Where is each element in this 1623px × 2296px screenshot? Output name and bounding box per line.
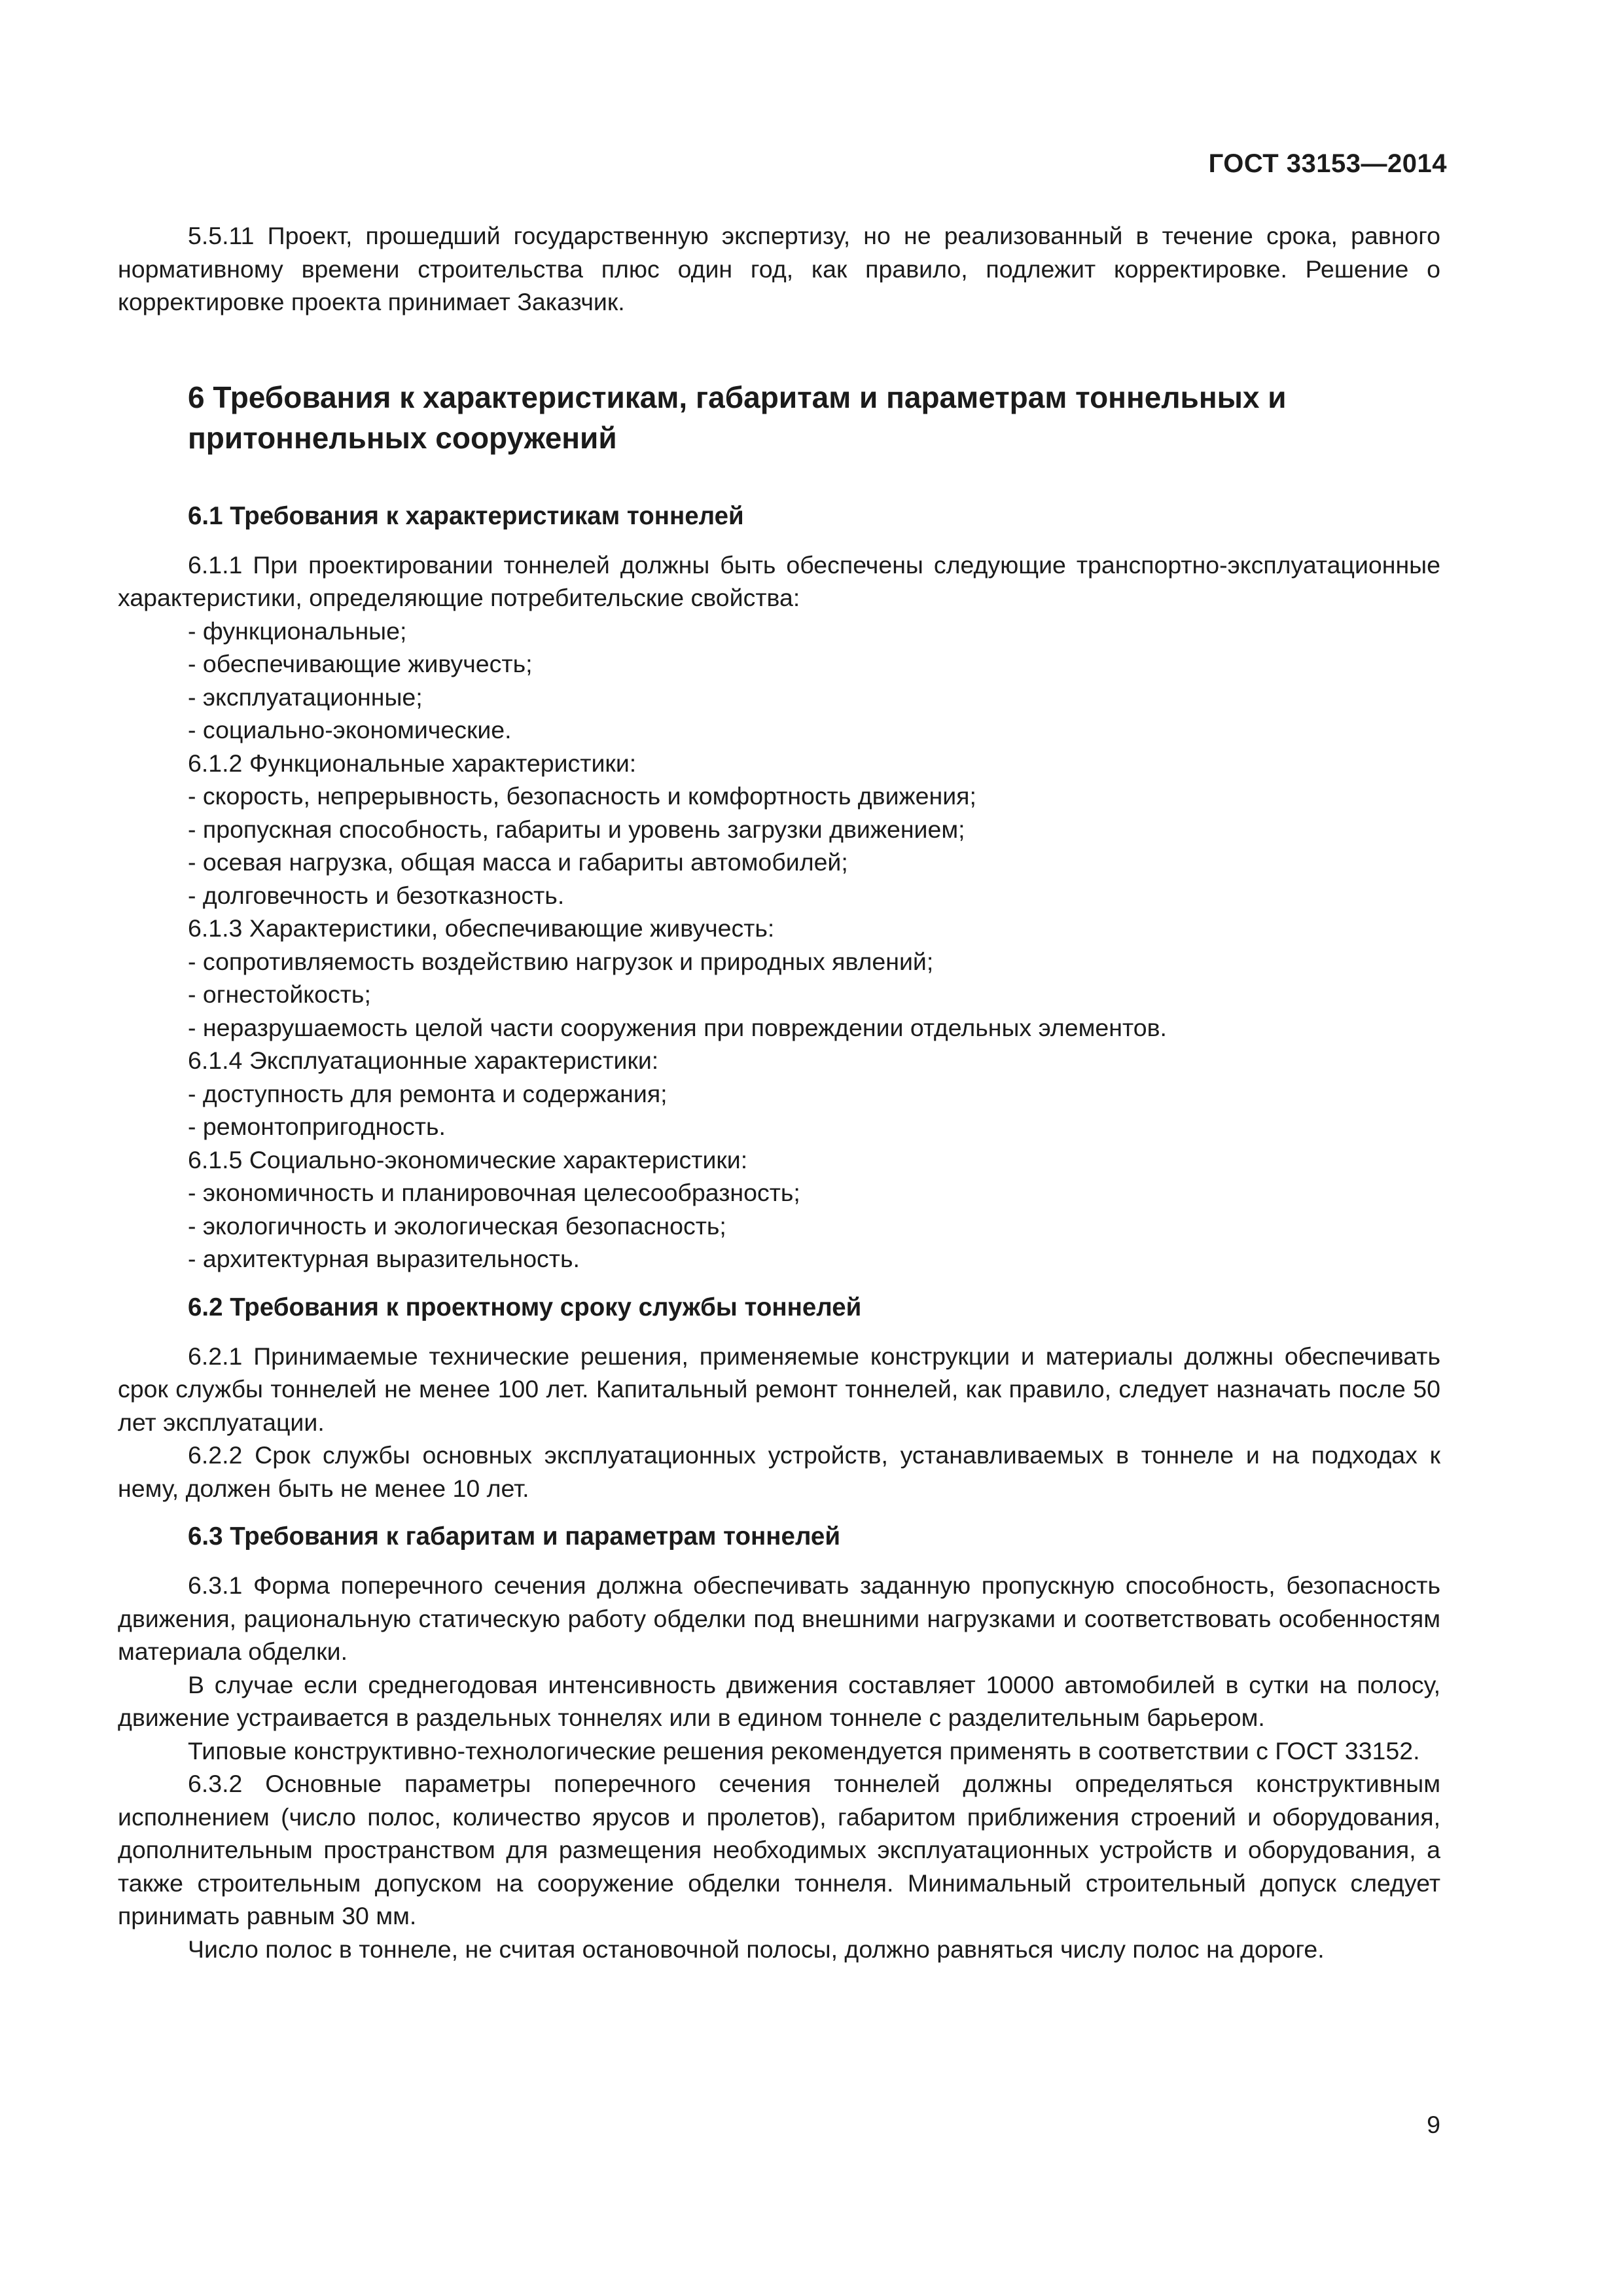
paragraph-lanes: Число полос в тоннеле, не считая остановочной полосы, должно равняться числу полос на дороге. bbox=[188, 1935, 1325, 1963]
page-number: 9 bbox=[1427, 2111, 1440, 2138]
list-item: - осевая нагрузка, общая масса и габариты автомобилей; bbox=[188, 848, 848, 876]
list-item: - скорость, непрерывность, безопасность и комфортность движения; bbox=[188, 782, 976, 810]
paragraph-6-1-3: 6.1.3 Характеристики, обеспечивающие живучесть: bbox=[188, 914, 775, 942]
section-6-1-heading: 6.1 Требования к характеристикам тоннелей bbox=[188, 501, 744, 530]
paragraph-6-2-2: 6.2.2 Срок службы основных эксплуатационных устройств, устанавливаемых в тоннеле и на подходах к нему, должен быть не менее 10 лет. bbox=[118, 1441, 1440, 1502]
paragraph-6-3-2: 6.3.2 Основные параметры поперечного сечения тоннелей должны определяться конструктивным исполнением (число полос, количество ярусов и пролетов), габаритом приближения строений и оборудования, дополнительным пространством для размещения необходимых эксплуатационных устройств и оборудования, а также строительным допуском на сооружение обделки тоннеля. Минимальный строительный допуск следует принимать равным 30 мм. bbox=[118, 1770, 1440, 1929]
paragraph-typical-solutions: Типовые конструктивно-технологические решения рекомендуется применять в соответствии с ГОСТ 33152. bbox=[188, 1736, 1420, 1765]
paragraph-6-1-4: 6.1.4 Эксплуатационные характеристики: bbox=[188, 1047, 659, 1074]
list-item: - социально-экономические. bbox=[188, 716, 512, 744]
list-item: - неразрушаемость целой части сооружения при повреждении отдельных элементов. bbox=[188, 1013, 1167, 1041]
document-body bbox=[118, 219, 1440, 1965]
paragraph-6-1-5: 6.1.5 Социально-экономические характеристики: bbox=[188, 1145, 748, 1174]
paragraph-5-5-11: 5.5.11 Проект, прошедший государственную экспертизу, но не реализованный в течение срока, равного нормативному времени строительства плюс один год, как правило, подлежит корректировке. Решение о корректировке проекта принимает Заказчик. bbox=[118, 222, 1440, 315]
list-item: - архитектурная выразительность. bbox=[188, 1245, 580, 1272]
section-6-3-heading: 6.3 Требования к габаритам и параметрам тоннелей bbox=[188, 1522, 840, 1551]
standard-code: ГОСТ 33153—2014 bbox=[1208, 149, 1447, 178]
list-item: - обеспечивающие живучесть; bbox=[188, 650, 533, 677]
list-item: - функциональные; bbox=[188, 617, 407, 645]
list-item: - доступность для ремонта и содержания; bbox=[188, 1079, 668, 1107]
paragraph-6-2-1: 6.2.1 Принимаемые технические решения, применяемые конструкции и материалы должны обеспечивать срок службы тоннелей не менее 100 лет. Капитальный ремонт тоннелей, как правило, следует назначать после 50 лет эксплуатации. bbox=[118, 1342, 1440, 1436]
paragraph-6-1-2: 6.1.2 Функциональные характеристики: bbox=[188, 749, 637, 777]
list-item: - огнестойкость; bbox=[188, 980, 371, 1008]
list-item: - ремонтопригодность. bbox=[188, 1113, 446, 1140]
list-item: - экологичность и экологическая безопасность; bbox=[188, 1211, 726, 1240]
list-item: - экономичность и планировочная целесообразность; bbox=[188, 1179, 800, 1206]
section-6-heading: 6 Требования к характеристикам, габаритам и параметрам тоннельных и притоннельных сооружений bbox=[188, 380, 1287, 455]
list-item: - долговечность и безотказность. bbox=[188, 881, 565, 909]
paragraph-6-3-1: 6.3.1 Форма поперечного сечения должна обеспечивать заданную пропускную способность, безопасность движения, рациональную статическую работу обделки под внешними нагрузками и соответствовать особенностям материала обделки. bbox=[118, 1571, 1440, 1665]
list-item: - пропускная способность, габариты и уровень загрузки движением; bbox=[188, 815, 965, 843]
list-item: - сопротивляемость воздействию нагрузок и природных явлений; bbox=[188, 947, 934, 975]
section-6-2-heading: 6.2 Требования к проектному сроку службы тоннелей bbox=[188, 1293, 862, 1321]
list-item: - эксплуатационные; bbox=[188, 683, 423, 711]
paragraph-6-1-1: 6.1.1 При проектировании тоннелей должны быть обеспечены следующие транспортно-эксплуатационные характеристики, определяющие потребительские свойства: bbox=[118, 550, 1440, 611]
paragraph-intensity: В случае если среднегодовая интенсивность движения составляет 10000 автомобилей в сутки на полосу, движение устраивается в раздельных тоннелях или в едином тоннеле с разделительным барьером. bbox=[118, 1670, 1440, 1731]
